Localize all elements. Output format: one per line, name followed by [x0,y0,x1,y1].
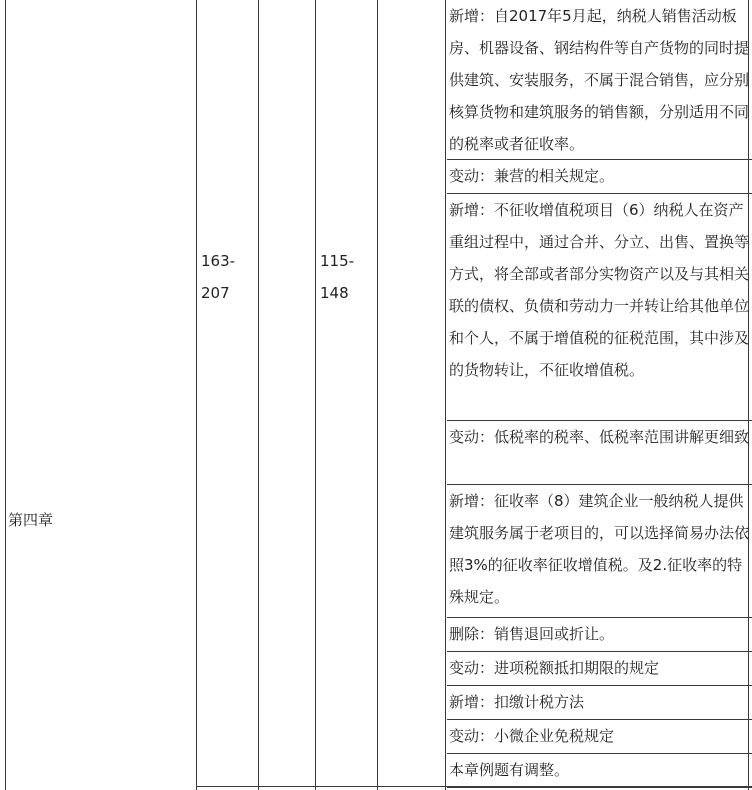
change-item [447,160,752,194]
change-list [447,0,752,788]
change-text: 本章例题有调整。 [449,761,570,779]
new-edition-pages-cell: 163- 207 [201,252,236,302]
change-item [447,194,752,421]
grid-line [377,0,378,790]
change-item [447,652,752,686]
grid-line [315,0,316,790]
change-text: 新增：不征收增值税项目（6）纳税人在资产重组过程中，通过合并、分立、出售、置换等方式，将全部或者部分实物资产以及与其相关联的债权、负债和劳动力一并转让给其他单位和个人，不属于增值税的征税范围，其中涉及的货物转让，不征收增值税。 [449,201,750,379]
change-text: 新增：征收率（8）建筑企业一般纳税人提供建筑服务属于老项目的，可以选择简易办法依照3%的征收率征收增值税。及2.征收率的特殊规定。 [449,492,750,606]
change-text: 删除：销售退回或折让。 [449,625,615,643]
grid-line [258,0,259,790]
change-text: 变动：低税率的税率、低税率范围讲解更细致 [449,428,750,446]
change-item [447,485,752,618]
grid-line [5,0,6,790]
change-text: 变动：小微企业免税规定 [449,727,615,745]
change-item [447,0,752,160]
change-item [447,618,752,652]
change-text: 新增：自2017年5月起，纳税人销售活动板房、机器设备、钢结构件等自产货物的同时提供建筑、安装服务，不属于混合销售，应分别核算货物和建筑服务的销售额，分别适用不同的税率或者征收率。 [449,7,750,153]
grid-line [196,0,197,790]
change-item [447,754,752,788]
change-text: 变动：兼营的相关规定。 [449,167,615,185]
grid-line [445,0,446,790]
change-item [447,720,752,754]
change-item [447,421,752,485]
change-text: 变动：进项税额抵扣期限的规定 [449,659,660,677]
change-item [447,686,752,720]
old-edition-pages-cell: 115- 148 [320,252,355,302]
chapter-cell: 第四章 [8,511,54,529]
change-text: 新增：扣缴计税方法 [449,693,585,711]
